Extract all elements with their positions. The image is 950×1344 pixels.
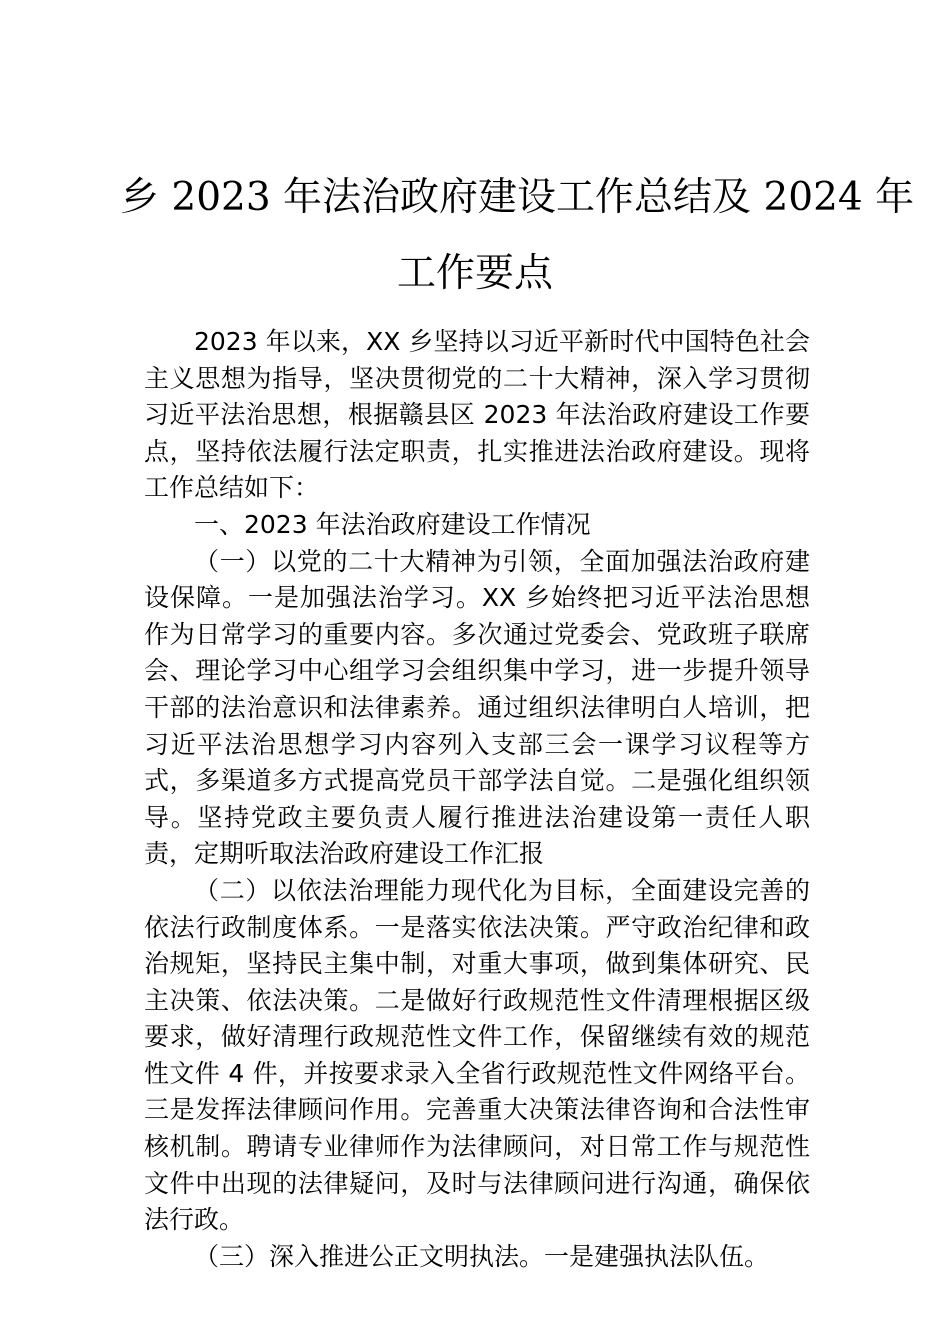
body-paragraph: （一）以党的二十大精神为引领，全面加强法治政府建设保障。一是加强法治学习。XX 乡始终把习近平法治思想作为日常学习的重要内容。多次通过党委会、党政班子联席会、理论学习中心组学习会组织集中学习，进一步提升领导干部的法治意识和法律素养。通过组织法律明白人培训，把习近平法治思想学习内容列入支部三会一课学习议程等方式，多渠道多方式提高党员干部学法自觉。二是强化组织领导。坚持党政主要负责人履行推进法治建设第一责任人职责，定期听取法治政府建设工作汇报 bbox=[144, 546, 810, 869]
body-paragraph: （三）深入推进公正文明执法。一是建强执法队伍。 bbox=[194, 1241, 770, 1271]
document-body bbox=[144, 324, 810, 1275]
title-line-2: 工作要点 bbox=[396, 251, 553, 296]
body-paragraph: （二）以依法治理能力现代化为目标，全面建设完善的依法行政制度体系。一是落实依法决策。严守政治纪律和政治规矩，坚持民主集中制，对重大事项，做到集体研究、民主决策、依法决策。二是做好行政规范性文件清理根据区级要求，做好清理行政规范性文件工作，保留继续有效的规范性文件 4 件，并按要求录入全省行政规范性文件网络平台。三是发挥法律顾问作用。完善重大决策法律咨询和合法性审核机制。聘请专业律师作为法律顾问，对日常工作与规范性文件中出现的法律疑问，及时与法律顾问进行沟通，确保依法行政。 bbox=[144, 875, 810, 1235]
section-heading: 一、2023 年法治政府建设工作情况 bbox=[194, 509, 591, 539]
title-line-1: 乡 2023 年法治政府建设工作总结及 2024 年 bbox=[120, 175, 915, 220]
document-title bbox=[120, 160, 915, 312]
intro-paragraph: 2023 年以来，XX 乡坚持以习近平新时代中国特色社会主义思想为指导，坚决贯彻党的二十大精神，深入学习贯彻习近平法治思想，根据赣县区 2023 年法治政府建设工作要点，坚持依法履行法定职责，扎实推进法治政府建设。现将工作总结如下： bbox=[144, 327, 810, 503]
